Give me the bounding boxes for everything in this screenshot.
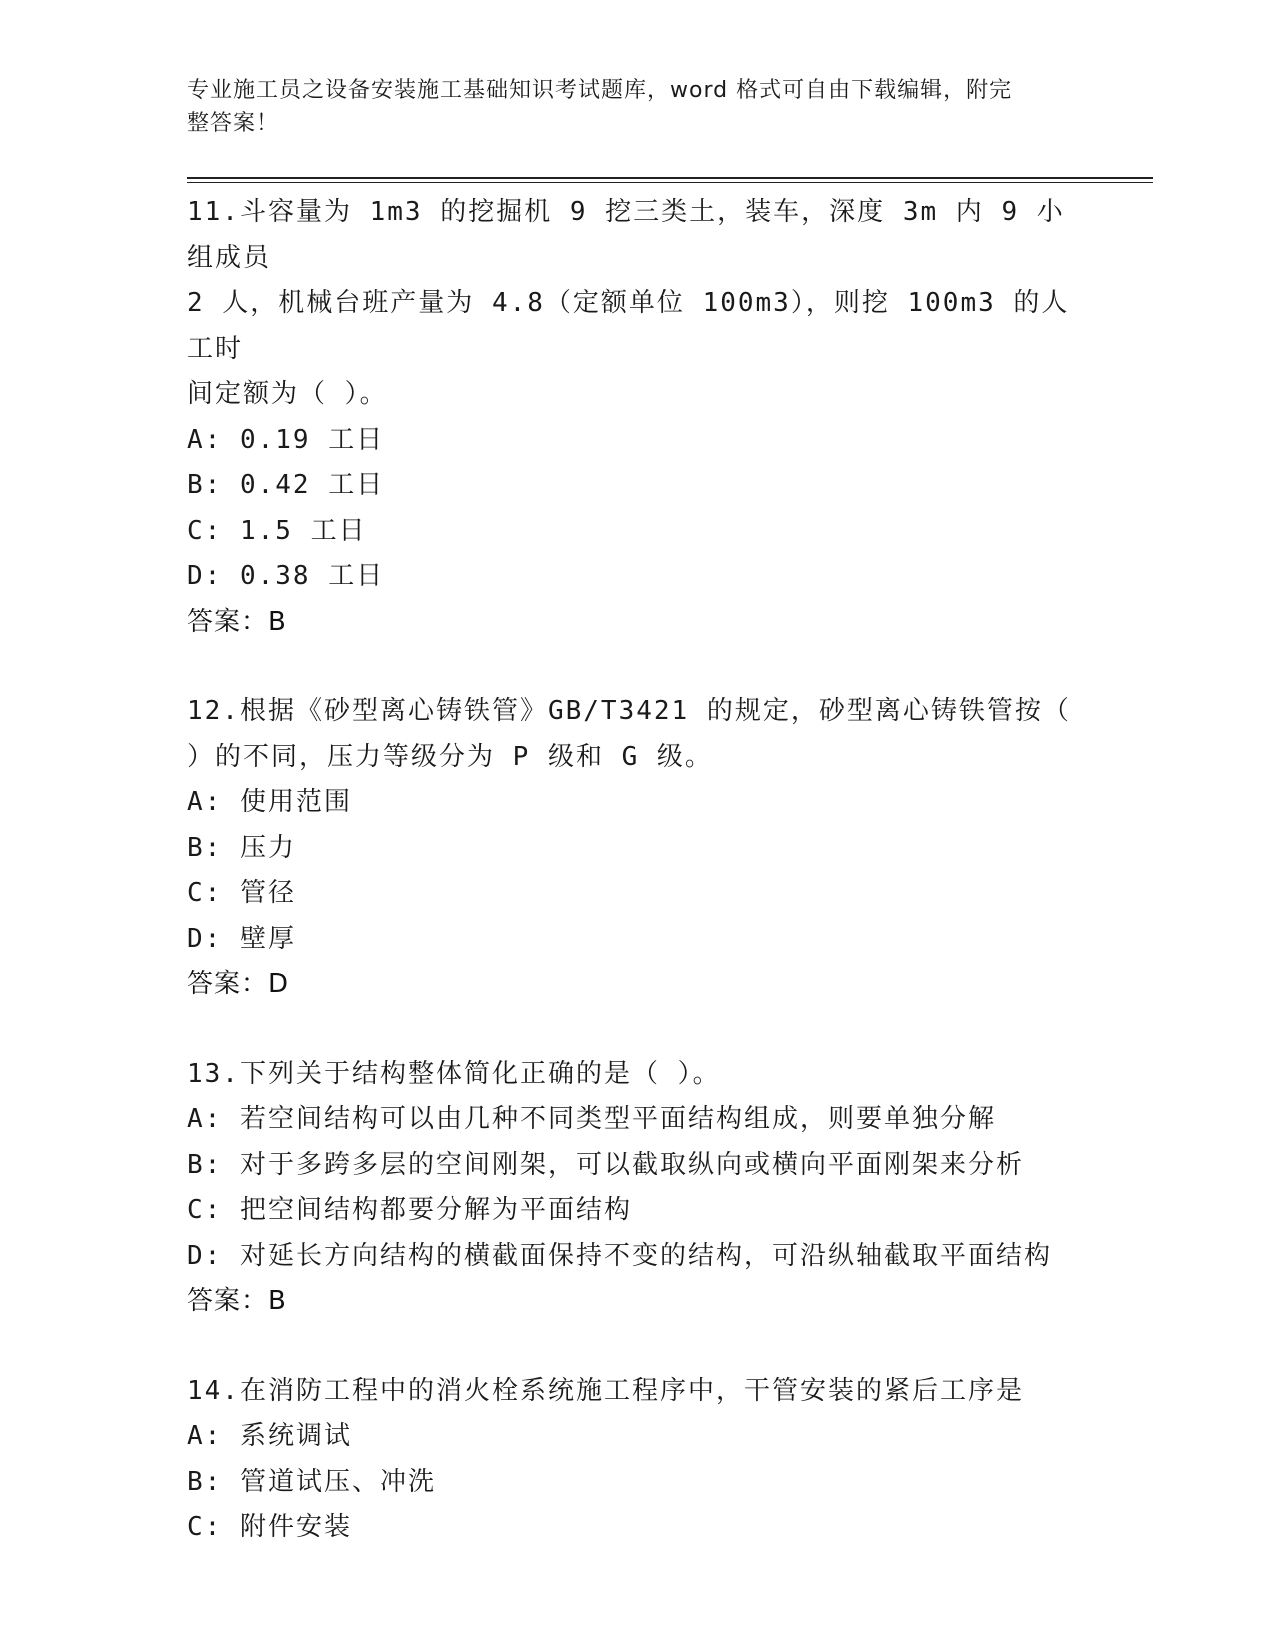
option-b: B: 0.42 工日 [187,470,385,500]
option-c: C: 附件安装 [187,1512,352,1542]
header-divider-thin [187,182,1153,183]
question-list [187,190,1087,1595]
stem-line: 14.在消防工程中的消火栓系统施工程序中，干管安装的紧后工序是 [187,1375,1024,1406]
option-c: C: 把空间结构都要分解为平面结构 [187,1195,632,1225]
option-c: C: 1.5 工日 [187,515,367,546]
question-14 [187,1369,1087,1551]
option-a: A: 系统调试 [187,1421,352,1451]
stem-line: 13.下列关于结构整体简化正确的是（ ）。 [187,1058,721,1089]
question-stem [187,1052,1087,1098]
option-d: D: 对延长方向结构的横截面保持不变的结构，可沿纵轴截取平面结构 [187,1240,1052,1271]
question-11 [187,190,1087,645]
question-stem [187,689,1087,780]
header-line-1: 专业施工员之设备安装施工基础知识考试题库，word 格式可自由下载编辑，附完 [187,78,1013,103]
stem-line: 12.根据《砂型离心铸铁管》GB/T3421 的规定，砂型离心铸铁管按（ [187,696,1071,726]
question-13 [187,1052,1087,1325]
answer-label: 答案：B [187,1286,287,1316]
option-c: C: 管径 [187,878,296,908]
question-stem [187,190,1087,418]
option-b: B: 对于多跨多层的空间刚架，可以截取纵向或横向平面刚架来分析 [187,1149,1024,1180]
stem-line: ）的不同，压力等级分为 P 级和 G 级。 [187,741,713,772]
option-d: D: 壁厚 [187,923,296,954]
answer-label: 答案：D [187,969,290,999]
option-a: A: 使用范围 [187,787,352,817]
question-stem [187,1369,1087,1415]
option-b: B: 管道试压、冲洗 [187,1466,436,1497]
stem-line: 11.斗容量为 1m3 的挖掘机 9 挖三类土，装车，深度 3m 内 9 小组成员 [187,197,1065,273]
option-d: D: 0.38 工日 [187,561,385,591]
question-12 [187,689,1087,1008]
option-b: B: 压力 [187,832,296,863]
header-line-2: 整答案！ [187,111,280,136]
option-a: A: 若空间结构可以由几种不同类型平面结构组成，则要单独分解 [187,1104,996,1134]
option-a: A: 0.19 工日 [187,424,385,455]
answer-label: 答案：B [187,606,287,637]
header-divider-thick [187,177,1153,179]
stem-line: 2 人，机械台班产量为 4.8（定额单位 100m3），则挖 100m3 的人工时 [187,288,1070,364]
document-header [187,74,1067,140]
stem-line: 间定额为（ ）。 [187,379,388,409]
